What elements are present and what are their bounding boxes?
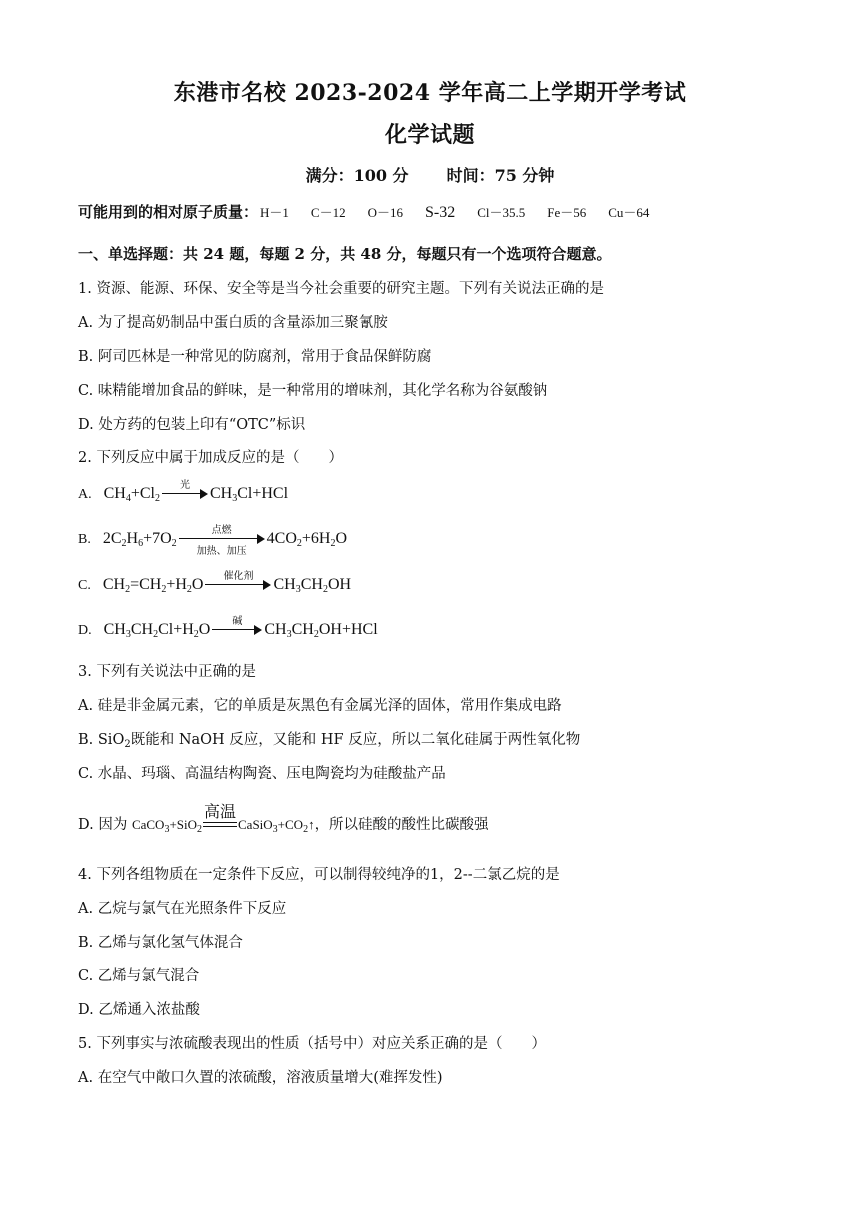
condition-heat-pressure: 加热、加压 [196,546,247,558]
q5-option-a: A. 在空气中敞口久置的浓硫酸，溶液质量增大(难挥发性) [78,1070,443,1086]
q1-option-a: A. 为了提高奶制品中蛋白质的含量添加三聚氰胺 [78,315,388,331]
subject-title: 化学试题 [384,122,475,148]
condition-catalyst: 催化剂 [223,571,254,583]
atomic-mass-h: H－1 [260,205,289,220]
q3-option-d: D. 因为 CaCO$_3$+SiO$_2$ 高温 $CaSiO_3+CO_2↑$，所以硅酸的酸性比碳酸强 [78,813,489,835]
q3-b-prefix: B. SiO [78,732,125,748]
reaction-arrow [212,616,262,635]
full-score: 满分：100 分 [305,166,409,185]
atomic-mass-c: C－12 [310,205,346,220]
atomic-masses-label: 可能用到的相对原子质量： [78,203,259,221]
q2-d-label: D. [78,623,92,638]
q1-option-c: C. 味精能增加食品的鲜味，是一种常用的增味剂，其化学名称为谷氨酸钠 [78,383,548,399]
q3-option-a: A. 硅是非金属元素，它的单质是灰黑色有金属光泽的固体，常用作集成电路 [78,698,562,714]
equals-high-temp [203,802,237,829]
q4-option-c: C. 乙烯与氯气混合 [78,968,200,984]
q4-option-a: A. 乙烷与氯气在光照条件下反应 [78,901,287,917]
q3-option-b: B. SiO$_2$既能和 NaOH 反应，又能和 HF 反应，所以二氧化硅属于两性氧化物 [78,732,581,750]
atomic-masses [78,201,649,222]
q2-option-a: A. $CH_4+Cl_2$ 光 $CH_3Cl+HCl$ [78,485,288,504]
q3-b-text: 既能和 NaOH 反应，又能和 HF 反应，所以二氧化硅属于两性氧化物 [130,732,581,748]
q3-d-tail: ，所以硅酸的酸性比碳酸强 [314,817,489,833]
atomic-mass-fe: Fe－56 [547,205,587,220]
exam-info [0,163,860,186]
q2-stem: 2. 下列反应中属于加成反应的是（ ） [78,450,343,466]
q4-stem: 4. 下列各组物质在一定条件下反应，可以制得较纯净的1，2--二氯乙烷的是 [78,867,560,883]
section-heading: 一、单选择题：共 24 题，每题 2 分，共 48 分，每题只有一个选项符合题意。 [78,245,612,263]
q5-stem: 5. 下列事实与浓硫酸表现出的性质（括号中）对应关系正确的是（ ） [78,1036,546,1052]
q2-option-c: C. $CH_2=CH_2+H_2O$ 催化剂 $CH_3CH_2OH$ [78,576,351,595]
q4-option-b: B. 乙烯与氯化氢气体混合 [78,935,243,951]
condition-base: 碱 [232,616,243,628]
q2-option-d: D. $CH_3CH_2Cl+H_2O$ 碱 $CH_3CH_2OH+HCl$ [78,621,378,640]
q1-option-b: B. 阿司匹林是一种常见的防腐剂，常用于食品保鲜防腐 [78,349,432,365]
q1-option-d: D. 处方药的包装上印有“OTC”标识 [78,417,306,433]
atomic-mass-cl: Cl－35.5 [477,205,526,220]
reaction-arrow [179,525,265,558]
condition-light: 光 [180,480,190,492]
q3-option-c: C. 水晶、玛瑙、高温结构陶瓷、压电陶瓷均为硅酸盐产品 [78,766,446,782]
atomic-mass-cu: Cu－64 [608,205,650,220]
reaction-arrow [162,480,208,499]
condition-high-temp: 高温 [203,802,236,821]
q2-option-b: B. $2C_2H_6+7O_2$ 点燃 加热、加压 $4CO_2+6H_2O$ [78,530,347,549]
q2-b-label: B. [78,532,91,547]
q3-stem: 3. 下列有关说法中正确的是 [78,664,256,680]
reaction-arrow [205,571,271,590]
condition-ignite: 点燃 [211,525,232,537]
q3-d-label: D. 因为 [78,817,128,833]
exam-title: 东港市名校 2023-2024 学年高二上学期开学考试 [173,80,687,106]
q2-a-label: A. [78,487,92,502]
atomic-mass-s: S-32 [424,204,456,221]
time-limit: 时间：75 分钟 [446,166,555,185]
q1-stem: 1. 资源、能源、环保、安全等是当今社会重要的研究主题。下列有关说法正确的是 [78,281,604,297]
q4-option-d: D. 乙烯通入浓盐酸 [78,1002,200,1018]
q2-c-label: C. [78,578,91,593]
atomic-mass-o: O－16 [367,205,403,220]
